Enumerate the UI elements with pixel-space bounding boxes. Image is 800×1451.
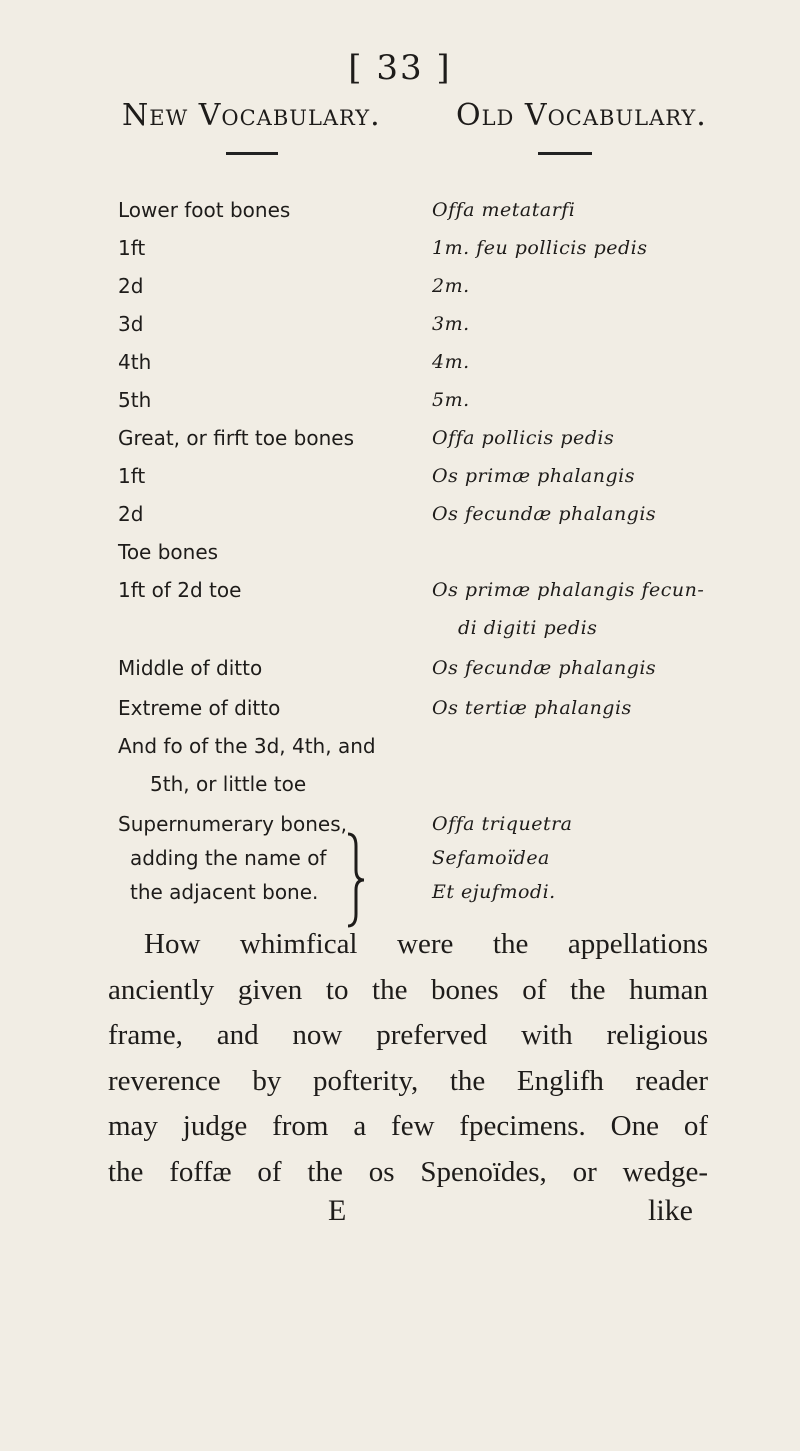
row-new-term: 4th <box>118 350 152 374</box>
row-old-term: Offa pollicis pedis <box>432 427 615 449</box>
header-rule-left <box>226 152 278 155</box>
row-new-term: Supernumerary bones, <box>118 812 347 836</box>
paragraph-line: reverence by pofterity, the Englifh reader <box>108 1064 708 1097</box>
row-old-term: Os primæ phalangis <box>432 465 635 487</box>
row-old-term: Os primæ phalangis fecun- <box>432 579 705 601</box>
paragraph-line: anciently given to the bones of the human <box>108 973 708 1006</box>
row-new-term: 2d <box>118 502 144 526</box>
row-new-term: Great, or firft toe bones <box>118 426 354 450</box>
row-new-term: Extreme of ditto <box>118 696 281 720</box>
row-new-term: Middle of ditto <box>118 656 263 680</box>
row-new-term: 3d <box>118 312 144 336</box>
row-old-term: Os fecundæ phalangis <box>432 657 657 679</box>
row-new-term: Lower foot bones <box>118 198 291 222</box>
page-number: [ 33 ] <box>348 48 452 88</box>
old-vocabulary-header: Old Vocabulary. <box>456 98 707 133</box>
catchword: like <box>648 1194 693 1227</box>
row-new-term: 2d <box>118 274 144 298</box>
row-old-term: 5m. <box>432 389 470 411</box>
row-new-term: adding the name of <box>130 846 327 870</box>
row-old-term: Offa metatarfi <box>432 199 576 221</box>
header-rule-right <box>538 152 592 155</box>
row-old-term: Offa triquetra <box>432 813 573 835</box>
row-old-term: 3m. <box>432 313 470 335</box>
row-old-term: 2m. <box>432 275 470 297</box>
paragraph-line: may judge from a few fpecimens. One of <box>108 1110 708 1142</box>
row-new-term: 1ft <box>118 464 146 488</box>
row-new-term: Toe bones <box>118 540 219 564</box>
row-old-term: Sefamoïdea <box>432 847 550 869</box>
row-old-term: Os tertiæ phalangis <box>432 697 632 719</box>
signature-mark: E <box>328 1194 347 1227</box>
row-old-term: 4m. <box>432 351 470 373</box>
paragraph-line: frame, and now preferved with religious <box>108 1019 708 1051</box>
row-new-term: 5th, or little toe <box>150 772 307 796</box>
row-old-term: Et ejufmodi. <box>432 881 556 903</box>
paragraph-line: the foffæ of the os Spenoïdes, or wedge- <box>108 1155 708 1188</box>
row-old-term: di digiti pedis <box>458 617 598 639</box>
row-old-term: 1m. feu pollicis pedis <box>432 237 648 259</box>
row-new-term: 5th <box>118 388 152 412</box>
new-vocabulary-header: New Vocabulary. <box>122 98 381 133</box>
row-new-term: 1ft <box>118 236 146 260</box>
row-new-term: the adjacent bone. <box>130 880 319 904</box>
body-paragraph <box>108 922 708 1195</box>
row-new-term: 1ft of 2d toe <box>118 578 242 602</box>
paragraph-line: How whimfical were the appellations <box>144 928 708 960</box>
row-old-term: Os fecundæ phalangis <box>432 503 657 525</box>
row-new-term: And fo of the 3d, 4th, and <box>118 734 376 758</box>
